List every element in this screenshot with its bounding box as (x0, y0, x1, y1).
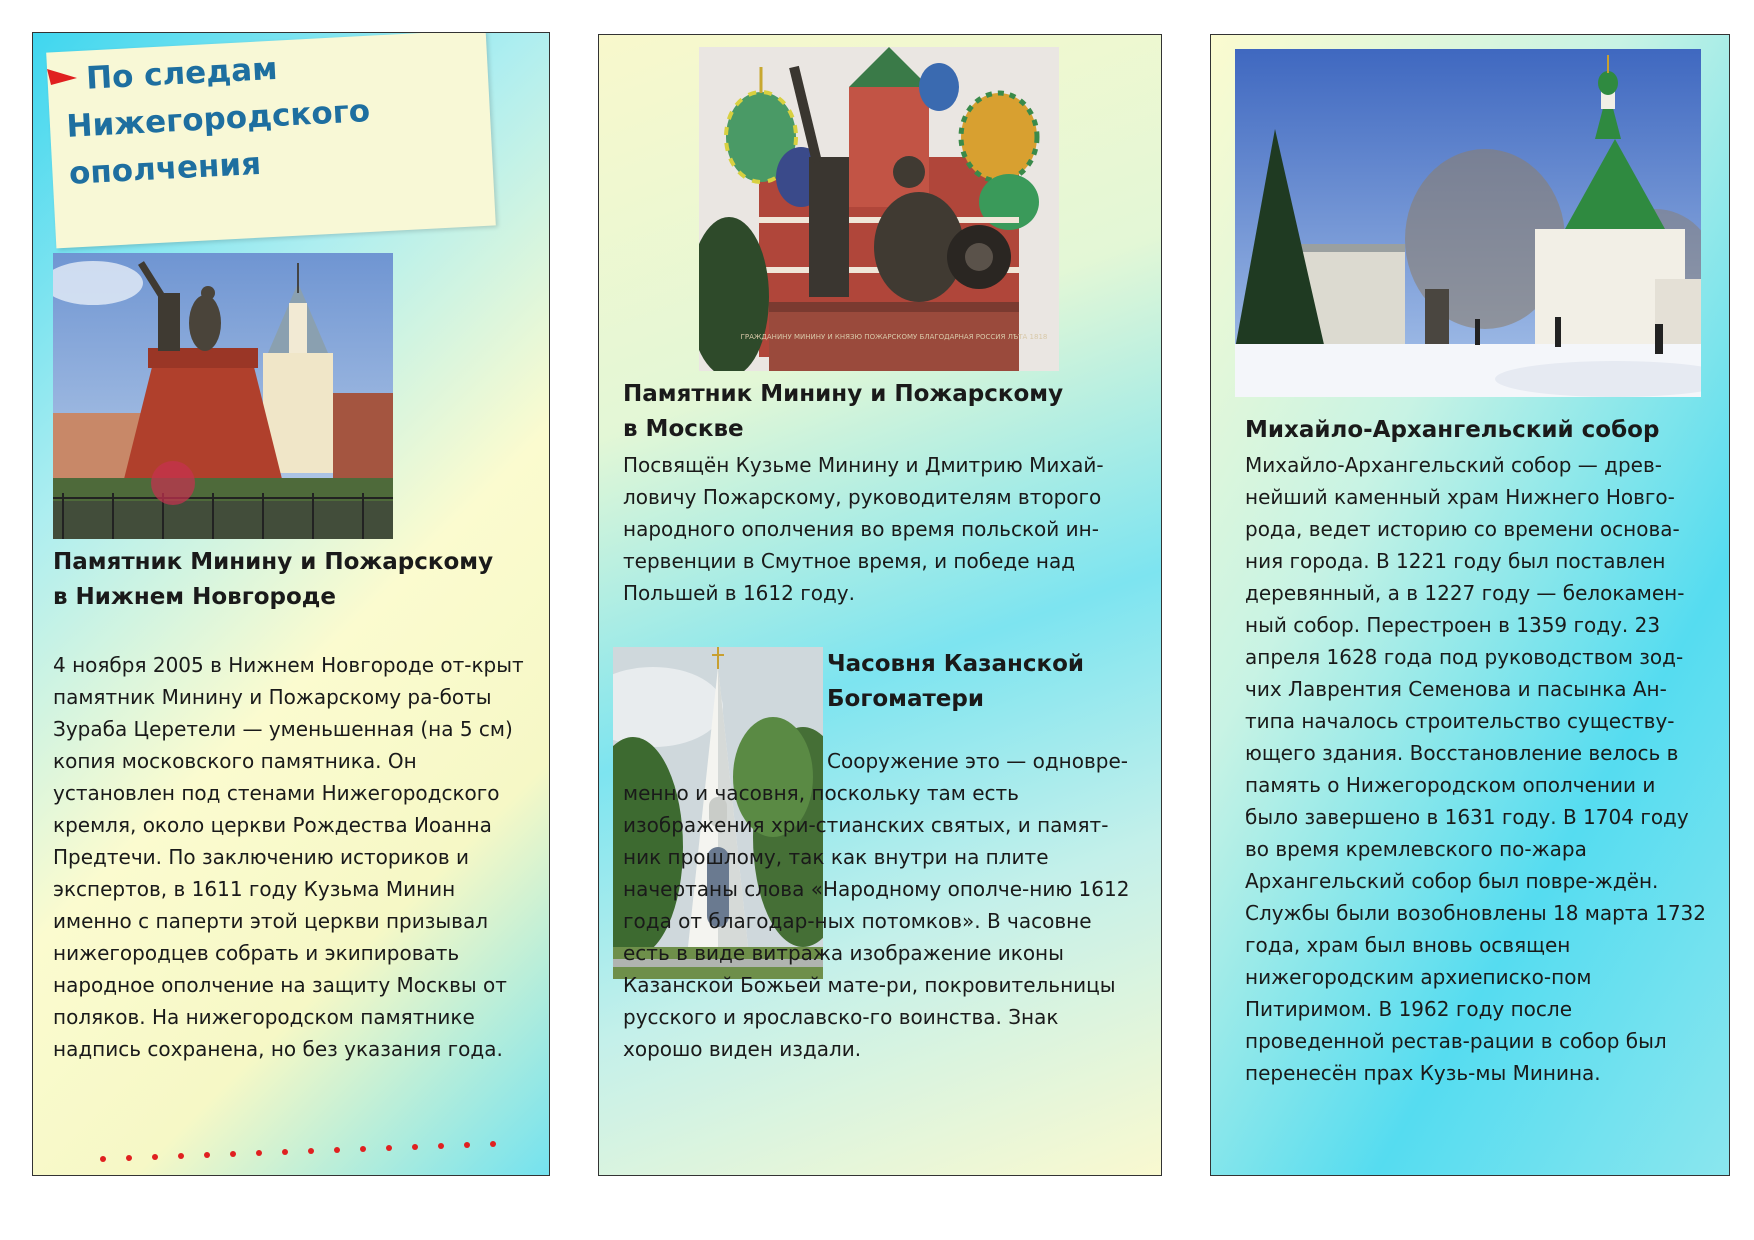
photo-archangel-cathedral (1235, 49, 1701, 397)
brochure-title (63, 41, 374, 198)
title-line-2: Нижегородского (65, 93, 371, 145)
body-archangel-cathedral: Михайло-Архангельский собор — древ-нейший каменный храм Нижнего Новго-рода, ведет историю со времени основа-ния города. В 1221 году был поставлен деревянный, а в 1227 году — белокамен-ный собор. Перестроен в 1359 году. 23 апреля 1628 года под руководством зод-чих Лаврентия Семенова и пасынка Ан-типа началось строительство существу-ющего здания. Восстановление велось в память о Нижегородском ополчении и было завершено в 1631 году. В 1704 году во время кремлевского по-жара Архангельский собор был повре-ждён. Службы были возобновлены 18 марта 1732 года, храм был вновь освящен нижегородским архиеписко-пом Питиримом. В 1962 году после проведенной рестав-рации в собор был перенесён прах Кузь-мы Минина. (1245, 453, 1706, 1085)
heading-monument-moscow: Памятник Минину и Пожарскому в Москве (623, 381, 1064, 442)
monument-inscription: ГРАЖДАНИНУ МИНИНУ И КНЯЗЮ ПОЖАРСКОМУ БЛАГОДАРНАЯ РОССИЯ ЛѢТА 1818 (740, 333, 1048, 341)
photo-monument-moscow (699, 47, 1059, 371)
body-monument-moscow: Посвящён Кузьме Минину и Дмитрию Михай-ловичу Пожарскому, руководителям второго народного ополчения во время польской ин-тервенции в Смутное время, и победе над Польшей в 1612 году. (623, 453, 1104, 605)
panel-right (1210, 34, 1730, 1176)
heading-monument-nizhny: Памятник Минину и Пожарскому в Нижнем Новгороде (53, 549, 494, 610)
body-kazan-chapel (623, 745, 1143, 1065)
panel-left (32, 32, 550, 1176)
title-line-3: ополчения (68, 145, 262, 192)
panel-middle (598, 34, 1162, 1176)
body-monument-nizhny: 4 ноября 2005 в Нижнем Новгороде от-крыт памятник Минину и Пожарскому ра-боты Зураба Церетели — уменьшенная (на 5 см) копия московского памятника. Он установлен под стенами Нижегородского кремля, около церкви Рождества Иоанна Предтечи. По заключению историков и экспертов, в 1611 году Кузьма Минин именно с паперти этой церкви призывал нижегородцев собрать и экипировать народное ополчение на защиту Москвы от поляков. На нижегородском памятнике надпись сохранена, но без указания года. (53, 653, 524, 1061)
heading-kazan-chapel: Часовня Казанской Богоматери (827, 651, 1085, 712)
body-kazan-chapel-text: Сооружение это — одновре-менно и часовня, поскольку там есть изображения хри-стианских святых, и памят-ник прошлому, так как внутри на плите начертаны слова «Народному ополче-нию 1612 года от благодар-ных потомков». В часовне есть в виде витража изображение иконы Казанской Божьей мате-ри, покровительницы русского и ярославско-го воинства. Знак хорошо виден издали. (623, 749, 1130, 1061)
photo-monument-nizhny (53, 253, 393, 539)
heading-archangel-cathedral: Михайло-Архангельский собор (1245, 417, 1660, 443)
decorative-dots (93, 1123, 533, 1163)
title-line-1: По следам (85, 50, 279, 97)
